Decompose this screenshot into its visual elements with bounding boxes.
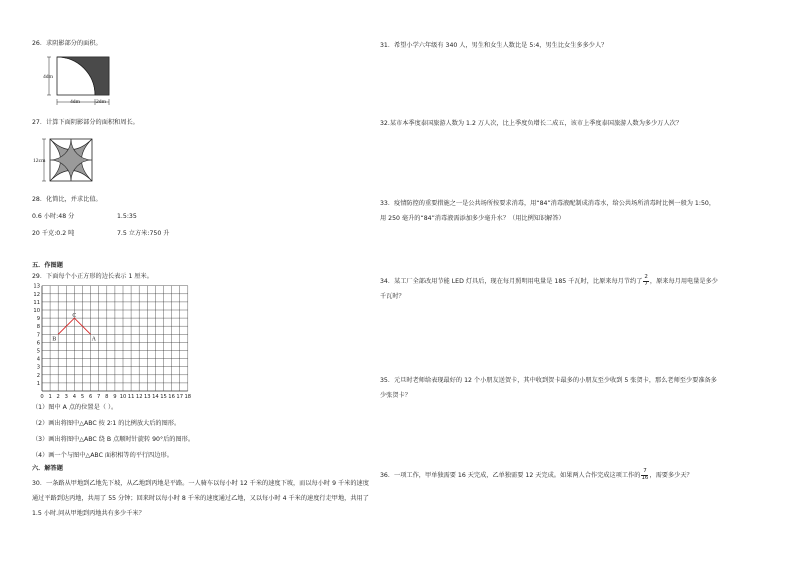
question-36 xyxy=(380,468,720,483)
y-tick-label: 4 xyxy=(36,356,40,363)
y-tick-label: 1 xyxy=(36,380,40,387)
y-tick-label: 5 xyxy=(36,348,40,355)
question-26: 26．求阴影部分的面积。 xyxy=(32,40,102,47)
x-tick-label: 14 xyxy=(152,394,159,400)
q28-item-4: 7.5 立方米:750 升 xyxy=(117,230,170,237)
q28-item-3: 20 千克:0.2 吨 xyxy=(32,230,75,237)
q26-height-label: 4dm xyxy=(43,74,53,80)
q26-bottom-label-2: 2dm xyxy=(96,99,106,105)
question-30: 30．一条路从甲地到乙地先下坡，从乙地到丙地是平路。一人骑车以每小时 12 千米的速度下坡，而以每小时 9 千米的速度通过平路到达丙地，共用了 55 分钟；回来时以每小时 8 千米的速度通过乙地，又以每小时 4 千米的速度行走甲地，共用了 1.5 小时.问从甲地到丙地共有多少千米？ xyxy=(32,480,369,517)
point-label-c: C xyxy=(72,313,77,320)
point-label-a: A xyxy=(91,336,96,343)
section-6-heading: 六．解答题 xyxy=(32,465,63,472)
question-33: 33．疫情防控的重要措施之一是公共场所按要求消毒，用“84”消毒液配制成消毒水，给公共场所消毒时比例一般为 1:50，用 250 毫升的“84”消毒液需添加多少毫升水？（用比例知识解答） xyxy=(380,200,716,222)
x-tick-label: 5 xyxy=(80,394,85,400)
x-tick-label: 16 xyxy=(168,394,175,400)
question-27: 27．计算下面阴影部分的面积和周长。 xyxy=(32,119,139,126)
x-tick-label: 8 xyxy=(105,394,109,400)
x-tick-label: 18 xyxy=(184,394,192,400)
y-tick-label: 7 xyxy=(36,332,40,339)
y-tick-label: 13 xyxy=(33,283,40,290)
q34-text-a: 34．某工厂全部改用节能 LED 灯具后，现在每月照明用电量是 185 千瓦时，比原来每月节约了 xyxy=(380,278,643,285)
q36-text-b: ，需要多少天？ xyxy=(649,472,693,479)
x-tick-label: 4 xyxy=(72,394,77,400)
q36-fraction xyxy=(641,469,648,481)
q29-part-1: （1）图中 A 点的位置是（ ）。 xyxy=(32,404,118,411)
question-32: 32.某市本季度泰国旅游人数为 1.2 万人次，比上季度负增长二成五，该市上季度泰国旅游人数为多少万人次？ xyxy=(380,120,683,127)
q26-figure xyxy=(40,55,120,110)
q27-figure xyxy=(40,136,100,186)
q34-fraction-denominator: 7 xyxy=(644,280,648,287)
q26-bottom-label-1: 4dm xyxy=(70,99,80,105)
y-tick-label: 10 xyxy=(33,308,40,314)
y-tick-label: 2 xyxy=(36,372,40,379)
x-tick-label: 12 xyxy=(135,394,143,400)
y-tick-label: 6 xyxy=(36,340,40,347)
x-tick-label: 11 xyxy=(127,394,135,400)
q28-item-1: 0.6 小时:48 分 xyxy=(32,213,75,220)
section-5-heading: 五．作图题 xyxy=(32,262,63,269)
x-tick-label: 9 xyxy=(113,394,117,400)
x-tick-label: 3 xyxy=(64,394,68,400)
q36-fraction-denominator: 16 xyxy=(641,474,649,481)
y-tick-label: 12 xyxy=(33,291,40,298)
x-tick-label: 1 xyxy=(48,394,52,400)
y-tick-label: 11 xyxy=(33,299,40,306)
question-28: 28．化简比，并求比值。 xyxy=(32,196,102,203)
q29-part-3: （3）画出将图中△ABC 绕 B 点顺时针旋转 90°后的图形。 xyxy=(32,436,195,443)
x-tick-label: 13 xyxy=(143,394,151,400)
x-tick-label: 10 xyxy=(119,394,127,400)
x-tick-label: 2 xyxy=(56,394,60,400)
q29-part-4: （4）画一个与图中△ABC 面积相等的平行四边形。 xyxy=(32,452,173,459)
x-tick-label: 7 xyxy=(97,394,101,400)
x-tick-label: 15 xyxy=(160,394,167,400)
q29-part-2: （2）画出将图中△ABC 按 2∶1 的比例放大后的图形。 xyxy=(32,420,181,427)
coordinate-grid xyxy=(32,283,192,401)
y-tick-label: 9 xyxy=(36,316,40,323)
question-31: 31．希望小学六年级有 340 人，男生和女生人数比是 5:4，男生比女生多多少人？ xyxy=(380,42,608,49)
y-tick-label: 8 xyxy=(36,324,40,331)
q28-item-2: 1.5:35 xyxy=(117,213,137,220)
q36-text-a: 36．一项工作，甲单独需要 16 天完成，乙单独需要 12 天完成。如果两人合作完成这项工作的 xyxy=(380,472,641,479)
question-35: 35．元旦时老师给表现最好的 12 个小朋友送贺卡，其中收到贺卡最多的小朋友至少收到 5 张贺卡，那么老师至少要准备多少张贺卡？ xyxy=(380,377,717,399)
x-tick-label: 17 xyxy=(176,394,184,400)
q34-fraction xyxy=(643,275,649,287)
question-34 xyxy=(380,274,720,304)
q36-fraction-numerator: 7 xyxy=(643,468,647,474)
x-tick-label: 0 xyxy=(40,394,44,400)
y-tick-label: 3 xyxy=(36,364,40,371)
question-29: 29．下面每个小正方形的边长表示 1 厘米。 xyxy=(32,273,153,280)
q34-text-b: ，原来每月用电量是多少千瓦时？ xyxy=(380,278,718,300)
q34-fraction-numerator: 2 xyxy=(644,274,648,280)
q27-side-label: 12cm xyxy=(33,158,46,164)
point-label-b: B xyxy=(52,336,57,343)
x-tick-label: 6 xyxy=(88,394,93,400)
